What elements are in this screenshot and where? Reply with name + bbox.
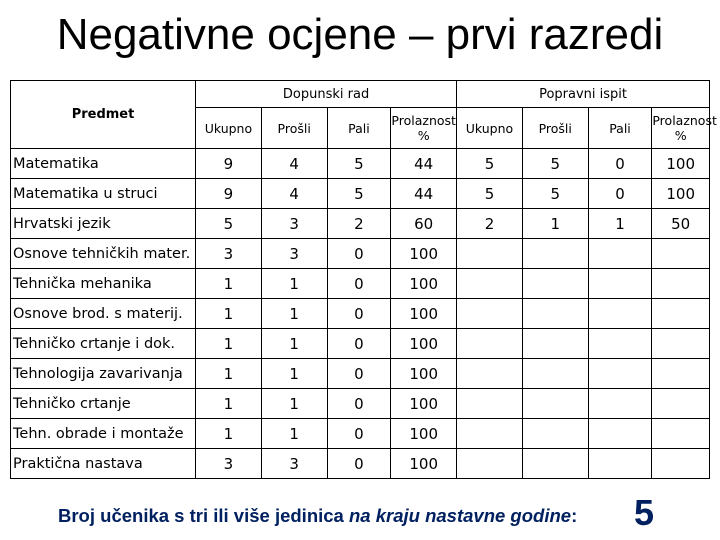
column-header: Pali	[327, 108, 391, 149]
value-cell: 2	[327, 209, 391, 239]
subject-cell: Hrvatski jezik	[11, 209, 196, 239]
value-cell: 4	[261, 179, 327, 209]
value-cell: 1	[261, 359, 327, 389]
value-cell: 0	[327, 329, 391, 359]
value-cell	[522, 269, 588, 299]
value-cell: 44	[391, 149, 457, 179]
subject-cell: Tehničko crtanje i dok.	[11, 329, 196, 359]
value-cell	[588, 359, 652, 389]
value-cell: 1	[196, 329, 262, 359]
value-cell: 0	[327, 389, 391, 419]
subject-cell: Matematika u struci	[11, 179, 196, 209]
value-cell	[457, 449, 523, 479]
value-cell	[522, 449, 588, 479]
value-cell	[522, 359, 588, 389]
value-cell: 100	[391, 389, 457, 419]
value-cell: 5	[457, 149, 523, 179]
subject-cell: Osnove tehničkih mater.	[11, 239, 196, 269]
column-header: Prolaznost %	[391, 108, 457, 149]
subject-cell: Tehničko crtanje	[11, 389, 196, 419]
value-cell: 1	[261, 329, 327, 359]
value-cell: 3	[261, 449, 327, 479]
value-cell: 5	[522, 179, 588, 209]
value-cell: 100	[391, 419, 457, 449]
value-cell: 100	[391, 269, 457, 299]
value-cell: 0	[327, 449, 391, 479]
value-cell	[457, 239, 523, 269]
value-cell: 0	[327, 299, 391, 329]
value-cell	[588, 449, 652, 479]
table-row	[11, 419, 710, 449]
value-cell: 1	[196, 419, 262, 449]
value-cell	[522, 299, 588, 329]
summary-text: Broj učenika s tri ili više jedinica na kraju nastavne godine:	[58, 505, 578, 526]
value-cell	[588, 269, 652, 299]
value-cell: 0	[327, 359, 391, 389]
value-cell: 5	[327, 179, 391, 209]
value-cell: 100	[391, 359, 457, 389]
value-cell	[588, 239, 652, 269]
subject-header: Predmet	[11, 81, 196, 149]
column-header: Prošli	[261, 108, 327, 149]
value-cell: 5	[457, 179, 523, 209]
value-cell: 1	[522, 209, 588, 239]
value-cell: 9	[196, 149, 262, 179]
column-header: Ukupno	[196, 108, 262, 149]
value-cell: 1	[196, 359, 262, 389]
value-cell	[457, 329, 523, 359]
table-row	[11, 329, 710, 359]
value-cell: 100	[652, 179, 710, 209]
value-cell: 1	[261, 299, 327, 329]
grades-table	[10, 80, 717, 479]
value-cell	[652, 449, 710, 479]
value-cell: 1	[588, 209, 652, 239]
value-cell: 50	[652, 209, 710, 239]
table-row	[11, 149, 710, 179]
value-cell	[457, 389, 523, 419]
summary-line	[58, 492, 708, 533]
value-cell: 5	[196, 209, 262, 239]
value-cell: 1	[196, 269, 262, 299]
value-cell: 9	[196, 179, 262, 209]
value-cell: 3	[261, 209, 327, 239]
subject-cell: Tehnička mehanika	[11, 269, 196, 299]
value-cell	[588, 299, 652, 329]
value-cell	[652, 269, 710, 299]
table-row	[11, 299, 710, 329]
value-cell: 100	[391, 449, 457, 479]
group-header-dopunski: Dopunski rad	[196, 81, 457, 108]
value-cell: 0	[327, 269, 391, 299]
group-header-popravni: Popravni ispit	[457, 81, 710, 108]
column-header: Prolaznost %	[652, 108, 710, 149]
value-cell	[522, 329, 588, 359]
value-cell	[652, 329, 710, 359]
subject-cell: Matematika	[11, 149, 196, 179]
value-cell	[588, 329, 652, 359]
value-cell: 3	[261, 239, 327, 269]
value-cell: 0	[327, 419, 391, 449]
value-cell: 5	[327, 149, 391, 179]
value-cell	[652, 239, 710, 269]
value-cell	[457, 299, 523, 329]
value-cell	[652, 419, 710, 449]
value-cell: 4	[261, 149, 327, 179]
value-cell: 1	[196, 389, 262, 419]
value-cell: 1	[261, 269, 327, 299]
subject-cell: Tehnologija zavarivanja	[11, 359, 196, 389]
table-row	[11, 389, 710, 419]
value-cell: 100	[391, 299, 457, 329]
value-cell	[588, 419, 652, 449]
header-row-groups	[11, 81, 710, 108]
value-cell	[457, 269, 523, 299]
table-row	[11, 449, 710, 479]
table-row	[11, 209, 710, 239]
summary-value: 5	[634, 492, 655, 533]
value-cell: 2	[457, 209, 523, 239]
value-cell: 44	[391, 179, 457, 209]
value-cell	[522, 239, 588, 269]
subject-cell: Osnove brod. s materij.	[11, 299, 196, 329]
value-cell	[457, 359, 523, 389]
value-cell	[522, 419, 588, 449]
subject-cell: Praktična nastava	[11, 449, 196, 479]
value-cell	[457, 419, 523, 449]
value-cell: 0	[588, 179, 652, 209]
value-cell	[652, 299, 710, 329]
value-cell: 100	[391, 329, 457, 359]
subject-cell: Tehn. obrade i montaže	[11, 419, 196, 449]
table-row	[11, 239, 710, 269]
value-cell: 0	[327, 239, 391, 269]
value-cell	[588, 389, 652, 419]
column-header: Pali	[588, 108, 652, 149]
value-cell: 5	[522, 149, 588, 179]
value-cell: 100	[652, 149, 710, 179]
value-cell: 3	[196, 239, 262, 269]
column-header: Prošli	[522, 108, 588, 149]
value-cell: 1	[261, 419, 327, 449]
table-row	[11, 359, 710, 389]
value-cell: 100	[391, 239, 457, 269]
value-cell	[652, 359, 710, 389]
value-cell: 3	[196, 449, 262, 479]
value-cell	[522, 389, 588, 419]
value-cell: 0	[588, 149, 652, 179]
column-header: Ukupno	[457, 108, 523, 149]
value-cell: 60	[391, 209, 457, 239]
table-row	[11, 269, 710, 299]
table-row	[11, 179, 710, 209]
value-cell: 1	[196, 299, 262, 329]
page-title: Negativne ocjene – prvi razredi	[56, 10, 664, 59]
value-cell	[652, 389, 710, 419]
value-cell: 1	[261, 389, 327, 419]
